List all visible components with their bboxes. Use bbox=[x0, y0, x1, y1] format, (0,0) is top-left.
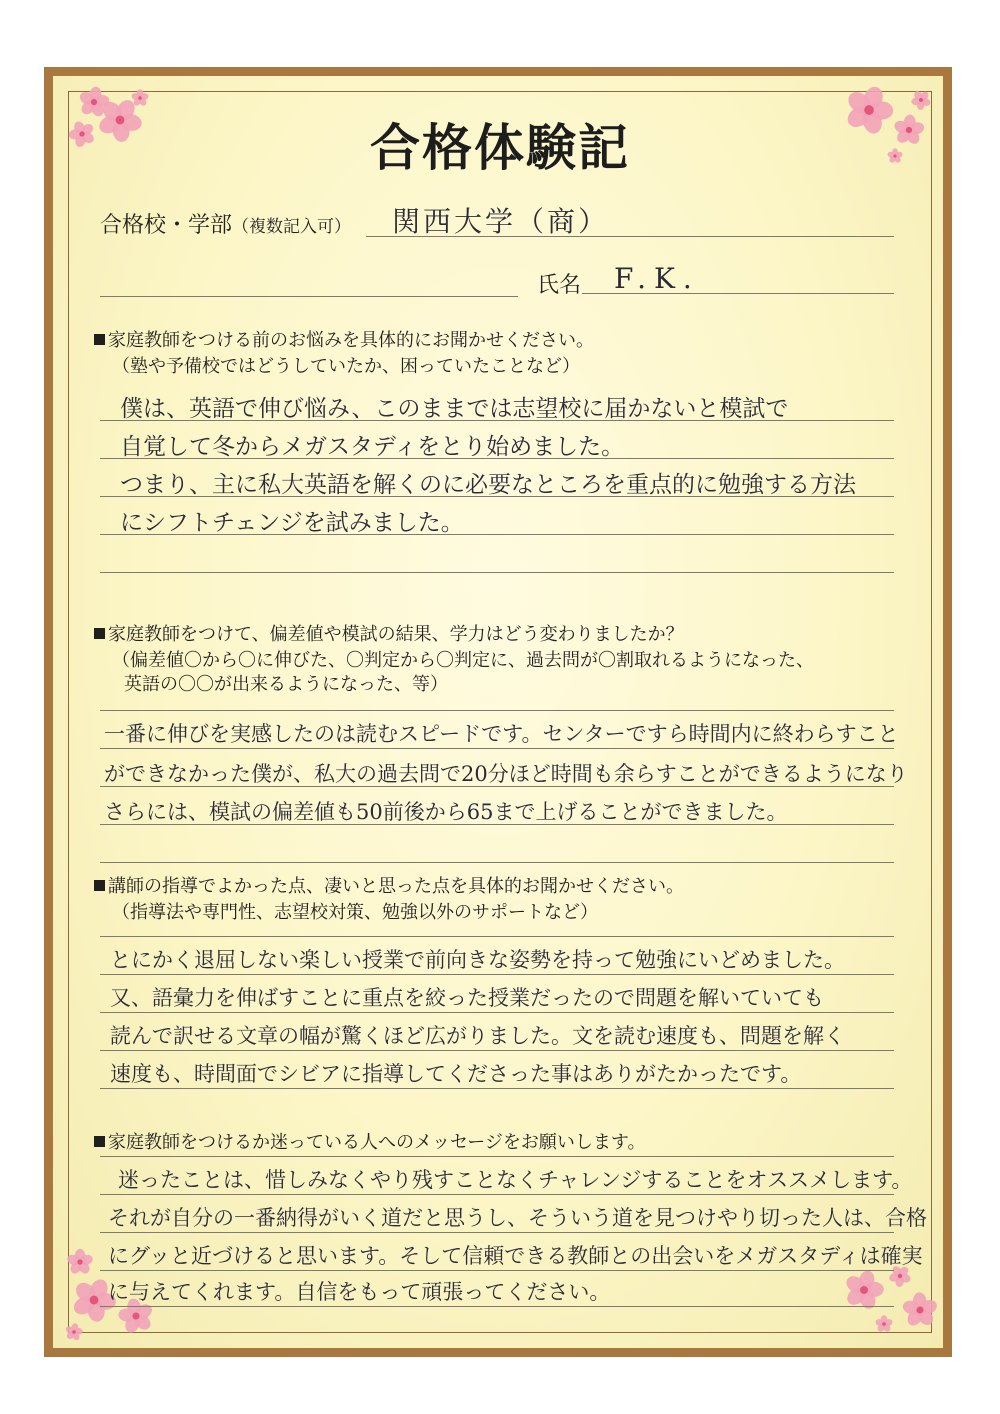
square-bullet-icon bbox=[94, 628, 105, 639]
square-bullet-icon bbox=[94, 1136, 105, 1147]
question-1 bbox=[94, 326, 594, 352]
answer-4-line-2: それが自分の一番納得がいく道だと思うし、そういう道を見つけやり切った人は、合格 bbox=[108, 1206, 927, 1230]
answer-3-line-3: 読んで訳せる文章の幅が驚くほど広がりました。文を読む速度も、問題を解く bbox=[110, 1024, 845, 1048]
question-2-text: 家庭教師をつけて、偏差値や模試の結果、学力はどう変わりましたか？ bbox=[108, 624, 684, 645]
question-1-text: 家庭教師をつける前のお悩みを具体的にお聞かせください。 bbox=[108, 330, 594, 351]
answer-1-line-3: つまり、主に私大英語を解くのに必要なところを重点的に勉強する方法 bbox=[120, 472, 856, 498]
square-bullet-icon bbox=[94, 334, 105, 345]
answer-rule bbox=[100, 748, 894, 749]
question-4-text: 家庭教師をつけるか迷っている人へのメッセージをお願いします。 bbox=[108, 1132, 646, 1153]
answer-rule bbox=[100, 1050, 894, 1051]
question-3-sub: （指導法や専門性、志望校対策、勉強以外のサポートなど） bbox=[112, 902, 598, 923]
answer-rule bbox=[100, 420, 894, 421]
answer-3-line-1: とにかく退屈しない楽しい授業で前向きな姿勢を持って勉強にいどめました。 bbox=[110, 948, 845, 972]
school-value: 関西大学（商） bbox=[392, 205, 610, 238]
school-label-text: 合格校・学部 bbox=[100, 213, 233, 238]
answer-rule bbox=[100, 1232, 894, 1233]
answer-1-line-2: 自覚して冬からメガスタディをとり始めました。 bbox=[120, 434, 625, 460]
answer-rule bbox=[100, 1306, 894, 1307]
answer-rule bbox=[100, 974, 894, 975]
question-2 bbox=[94, 620, 684, 646]
answer-3-line-2: 又、語彙力を伸ばすことに重点を絞った授業だったので問題を解いていても bbox=[110, 986, 824, 1010]
question-3 bbox=[94, 872, 684, 898]
name-value: F.K. bbox=[614, 262, 700, 295]
answer-rule bbox=[100, 786, 894, 787]
answer-rule bbox=[100, 572, 894, 573]
answer-rule bbox=[100, 1194, 894, 1195]
answer-3-line-4: 速度も、時間面でシビアに指導してくださった事はありがたかったです。 bbox=[110, 1062, 802, 1086]
question-3-text: 講師の指導でよかった点、凄いと思った点を具体的お聞かせください。 bbox=[108, 876, 684, 897]
question-1-sub: （塾や予備校ではどうしていたか、困っていたことなど） bbox=[112, 356, 580, 377]
answer-rule bbox=[100, 534, 894, 535]
answer-2-line-3: さらには、模試の偏差値も50前後から65まで上げることができました。 bbox=[104, 800, 788, 824]
answer-rule bbox=[100, 1156, 894, 1157]
question-2-sub-1: （偏差値〇から〇に伸びた、〇判定から〇判定に、過去問が〇割取れるようになった、 bbox=[112, 650, 814, 671]
page-title: 合格体験記 bbox=[370, 118, 630, 177]
answer-2-line-2: ができなかった僕が、私大の過去問で20分ほど時間も余らすことができるようになり bbox=[104, 762, 908, 786]
name-label: 氏名 bbox=[537, 273, 582, 298]
answer-1-line-1: 僕は、英語で伸び悩み、このままでは志望校に届かないと模試で bbox=[120, 396, 789, 422]
answer-rule bbox=[100, 1270, 894, 1271]
square-bullet-icon bbox=[94, 880, 105, 891]
blank-rule bbox=[100, 296, 518, 297]
school-label bbox=[100, 208, 351, 239]
answer-rule bbox=[100, 1088, 894, 1089]
school-rule bbox=[366, 236, 894, 237]
answer-rule bbox=[100, 458, 894, 459]
name-rule bbox=[582, 293, 894, 294]
answer-rule bbox=[100, 824, 894, 825]
answer-rule bbox=[100, 710, 894, 711]
school-note: （複数記入可） bbox=[232, 217, 352, 237]
answer-4-line-4: に与えてくれます。自信をもって頑張ってください。 bbox=[108, 1280, 611, 1304]
answer-rule bbox=[100, 496, 894, 497]
question-4 bbox=[94, 1128, 645, 1154]
answer-4-line-1: 迷ったことは、惜しみなくやり残すことなくチャレンジすることをオススメします。 bbox=[118, 1168, 913, 1192]
answer-2-line-1: 一番に伸びを実感したのは読むスピードです。センターですら時間内に終わらすこと bbox=[104, 722, 899, 746]
answer-4-line-3: にグッと近づけると思います。そして信頼できる教師との出会いをメガスタディは確実 bbox=[108, 1244, 923, 1268]
answer-rule bbox=[100, 1012, 894, 1013]
question-2-sub-2: 英語の〇〇が出来るようになった、等） bbox=[124, 674, 448, 695]
answer-rule bbox=[100, 862, 894, 863]
answer-1-line-4: にシフトチェンジを試みました。 bbox=[120, 510, 464, 536]
answer-rule bbox=[100, 936, 894, 937]
